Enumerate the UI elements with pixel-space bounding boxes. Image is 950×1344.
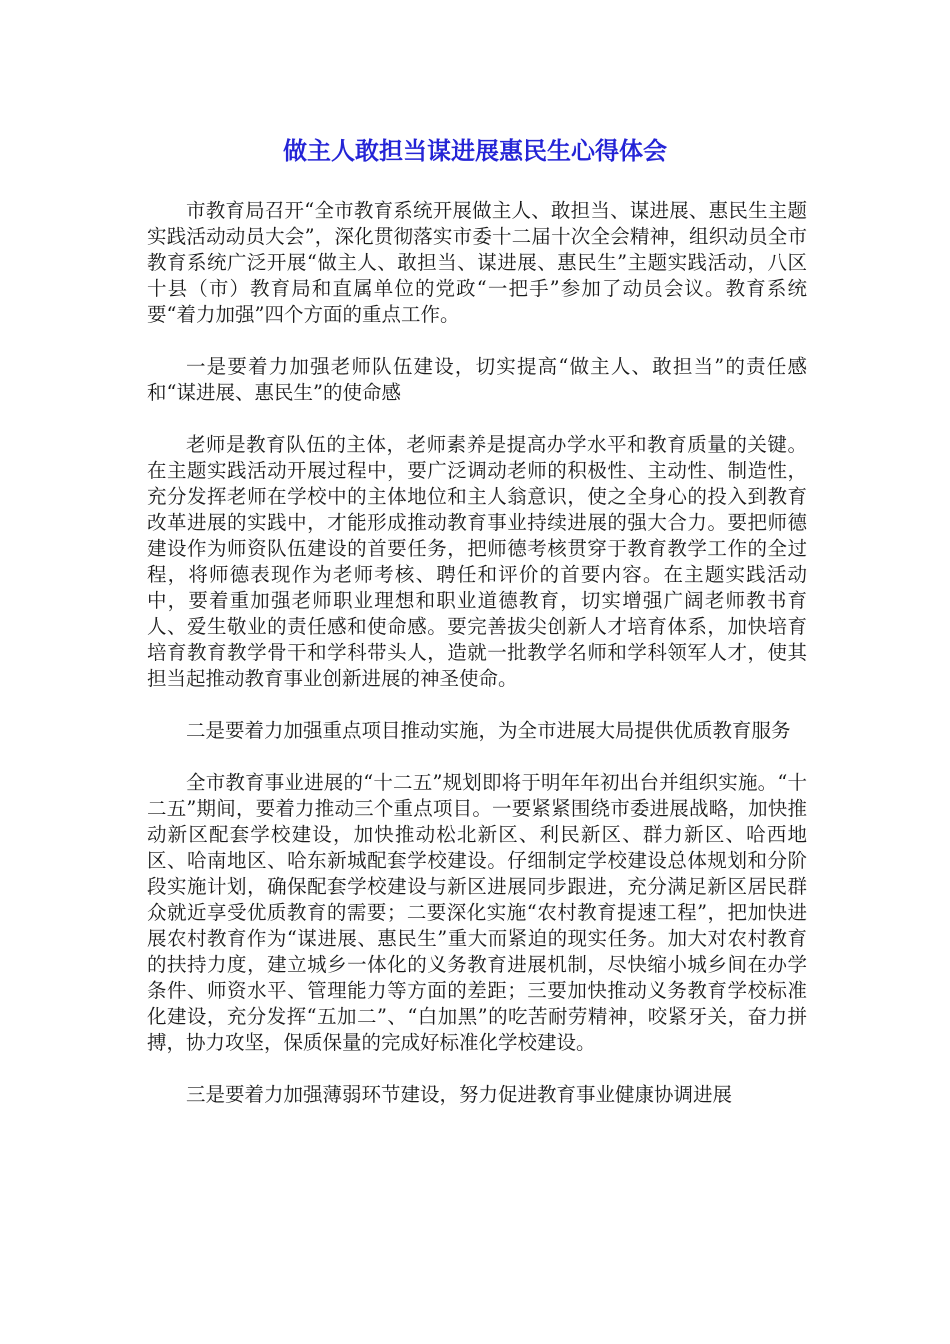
paragraph-heading-two: 二是要着力加强重点项目推动实施，为全市进展大局提供优质教育服务 bbox=[186, 719, 791, 742]
document-title: 做主人敢担当谋进展惠民生心得体会 bbox=[283, 137, 667, 165]
paragraph-teachers: 老师是教育队伍的主体，老师素养是提高办学水平和教育质量的关键。在主题实践活动开展过程中，要广泛调动老师的积极性、主动性、制造性，充分发挥老师在学校中的主体地位和主人翁意识，使之全身心的投入到教育改革进展的实践中，才能形成推动教育事业持续进展的强大合力。要把师德建设作为师资队伍建设的首要任务，把师德考核贯穿于教育教学工作的全过程，将师德表现作为老师考核、聘任和评价的首要内容。在主题实践活动中，要着重加强老师职业理想和职业道德教育，切实增强广阔老师教书育人、爱生敬业的责任感和使命感。要完善拔尖创新人才培育体系，加快培育培育教育教学骨干和学科带头人，造就一批教学名师和学科领军人才，使其担当起推动教育事业创新进展的神圣使命。 bbox=[147, 433, 807, 690]
paragraph-heading-three: 三是要着力加强薄弱环节建设，努力促进教育事业健康协调进展 bbox=[186, 1083, 733, 1106]
document-body bbox=[147, 198, 807, 1134]
paragraph-heading-one: 一是要着力加强老师队伍建设，切实提高“做主人、敢担当”的责任感和“谋进展、惠民生”的使命感 bbox=[147, 355, 807, 404]
paragraph-intro: 市教育局召开“全市教育系统开展做主人、敢担当、谋进展、惠民生主题实践活动动员大会”，深化贯彻落实市委十二届十次全会精神，组织动员全市教育系统广泛开展“做主人、敢担当、谋进展、惠民生”主题实践活动，八区十县（市）教育局和直属单位的党政“一把手”参加了动员会议。教育系统要“着力加强”四个方面的重点工作。 bbox=[147, 199, 807, 326]
paragraph-projects: 全市教育事业进展的“十二五”规划即将于明年年初出台并组织实施。“十二五”期间，要着力推动三个重点项目。一要紧紧围绕市委进展战略，加快推动新区配套学校建设，加快推动松北新区、利民新区、群力新区、哈西地区、哈南地区、哈东新城配套学校建设。仔细制定学校建设总体规划和分阶段实施计划，确保配套学校建设与新区进展同步跟进，充分满足新区居民群众就近享受优质教育的需要；二要深化实施“农村教育提速工程”，把加快进展农村教育作为“谋进展、惠民生”重大而紧迫的现实任务。加大对农村教育的扶持力度，建立城乡一体化的义务教育进展机制，尽快缩小城乡间在办学条件、师资水平、管理能力等方面的差距；三要加快推动义务教育学校标准化建设，充分发挥“五加二”、“白加黑”的吃苦耐劳精神，咬紧牙关，奋力拼搏，协力攻坚，保质保量的完成好标准化学校建设。 bbox=[147, 771, 807, 1054]
